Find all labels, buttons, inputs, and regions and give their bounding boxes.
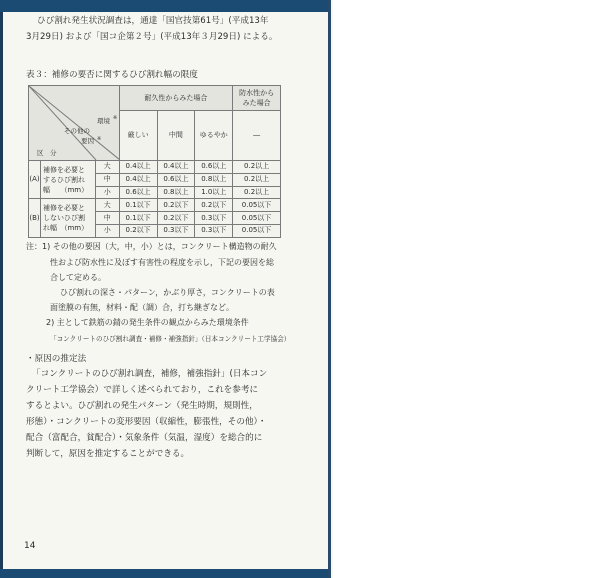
intro-line-1: ひび割れ発生状況調査は，通達「国官技第61号」(平成13年: [37, 16, 269, 26]
value-cell: 0.2以上: [233, 161, 281, 174]
section-line-3: するとよい。ひび割れの発生パターン（発生時期，規則性，: [26, 401, 258, 411]
label-environment-mark: ※: [113, 115, 118, 121]
header-waterproof: [233, 86, 281, 111]
table-caption: 表３：補修の要否に関するひび割れ幅の限度: [26, 70, 198, 80]
group-b-mark: (B): [29, 199, 41, 237]
note-1-line-1: 注：1) その他の要因（大，中，小）とは，コンクリート構造物の耐久: [26, 242, 277, 251]
level-cell: 中: [95, 212, 119, 225]
value-cell: 0.2以下: [157, 199, 195, 212]
label-class: 区 分: [37, 149, 57, 157]
header-waterproof-line2: みた場合: [242, 99, 271, 107]
diagonal-header-cell: [29, 86, 120, 161]
note-1-line-2: 性および防水性に及ぼす有害性の程度を示し，下記の要因を総: [50, 258, 274, 267]
top-band: [0, 0, 330, 12]
value-cell: 0.1以下: [119, 199, 157, 212]
note-2: 2) 主として鉄筋の錆の発生条件の観点からみた環境条件: [46, 318, 249, 327]
intro-line-2: 3月29日) および「国コ企第２号」(平成13年３月29日) による。: [26, 32, 278, 42]
table-header-row: [29, 86, 281, 111]
group-b-label-3: れ幅 （mm）: [42, 224, 89, 233]
label-environment: 環境: [97, 117, 110, 125]
group-a-label: [40, 161, 95, 199]
group-a-label-2: するひび割れ: [42, 175, 85, 184]
level-cell: 中: [95, 173, 119, 186]
group-b-label-2: しないひび割: [42, 214, 85, 223]
value-cell: 0.6以上: [195, 161, 233, 174]
value-cell: 0.3以下: [195, 212, 233, 225]
note-1-line-5: 面塗膜の有無，材料・配（調）合，打ち継ぎなど。: [50, 303, 234, 312]
value-cell: 0.3以下: [157, 224, 195, 237]
label-other-factor-1: その他の: [64, 127, 90, 135]
page-number: 14: [24, 541, 36, 551]
group-a-label-1: 補修を必要と: [42, 165, 85, 174]
value-cell: 0.1以下: [119, 212, 157, 225]
level-cell: 小: [95, 186, 119, 199]
group-a-label-3: 幅 （mm）: [42, 185, 89, 194]
header-waterproof-line1: 防水性から: [239, 89, 275, 97]
group-b-label-1: 補修を必要と: [42, 204, 85, 213]
value-cell: 0.4以上: [157, 161, 195, 174]
value-cell: 0.6以上: [157, 173, 195, 186]
source-citation: 「コンクリートのひび割れ調査・補修・補強指針」（日本コンクリート工学協会）: [50, 335, 291, 343]
value-cell: 0.4以上: [119, 173, 157, 186]
value-cell: 0.8以上: [157, 186, 195, 199]
value-cell: 0.6以上: [119, 186, 157, 199]
group-b-label: [40, 199, 95, 237]
value-cell: 0.05以下: [233, 212, 281, 225]
cond-medium: 中間: [157, 111, 195, 161]
cond-none: ―: [233, 111, 281, 161]
value-cell: 0.05以下: [233, 224, 281, 237]
value-cell: 0.2以下: [119, 224, 157, 237]
bottom-band: [0, 569, 330, 578]
page-edge: [328, 0, 331, 578]
value-cell: 0.4以上: [119, 161, 157, 174]
table-row: [29, 161, 281, 174]
group-a-mark: (A): [29, 161, 41, 199]
section-line-4: 形態）・コンクリートの変形要因（収縮性，膨張性，その他）・: [26, 417, 267, 427]
crack-width-table: [28, 85, 281, 238]
level-cell: 大: [95, 161, 119, 174]
section-line-5: 配合（富配合，貧配合）・気象条件（気温，湿度）を総合的に: [26, 433, 263, 443]
value-cell: 1.0以上: [195, 186, 233, 199]
value-cell: 0.2以上: [233, 173, 281, 186]
value-cell: 0.2以下: [195, 199, 233, 212]
value-cell: 0.3以下: [195, 224, 233, 237]
header-durability: 耐久性からみた場合: [119, 86, 232, 111]
level-cell: 大: [95, 199, 119, 212]
note-1-line-3: 合して定める。: [50, 273, 106, 282]
section-line-1: 「コンクリートのひび割れ調査，補修，補強指針」(日本コン: [32, 369, 268, 379]
table-row: [29, 199, 281, 212]
note-1-line-4: ひび割れの深さ・パターン，かぶり厚さ，コンクリートの表: [60, 288, 275, 297]
level-cell: 小: [95, 224, 119, 237]
cond-mild: ゆるやか: [195, 111, 233, 161]
label-other-factor-mark: ※: [97, 136, 102, 142]
value-cell: 0.2以上: [233, 186, 281, 199]
cond-severe: 厳しい: [119, 111, 157, 161]
section-line-2: クリート工学協会）で詳しく述べられており，これを参考に: [26, 385, 259, 395]
label-other-factor-2: 要因: [81, 137, 94, 145]
value-cell: 0.2以下: [157, 212, 195, 225]
value-cell: 0.05以下: [233, 199, 281, 212]
section-heading: ・原因の推定法: [26, 354, 87, 364]
section-line-6: 判断して，原因を推定することができる。: [26, 449, 190, 459]
value-cell: 0.8以上: [195, 173, 233, 186]
